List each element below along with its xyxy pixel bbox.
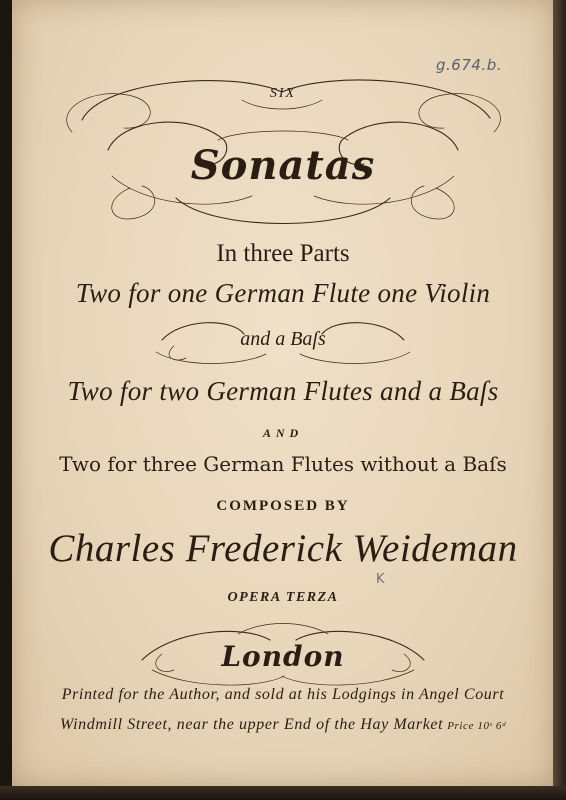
shelfmark-annotation: g.674.b. bbox=[436, 56, 502, 74]
opus-line: OPERA TERZA bbox=[227, 590, 339, 605]
page-title: Sonatas bbox=[190, 142, 376, 189]
parts-line: In three Parts bbox=[216, 240, 350, 267]
composer-name: Charles Frederick Weideman bbox=[48, 527, 518, 570]
composed-by-line: COMPOSED BY bbox=[216, 498, 350, 514]
six-heading: SIX bbox=[269, 86, 297, 101]
imprint-line-1: Printed for the Author, and sold at his Lodgings in Angel Court bbox=[61, 686, 505, 703]
price-text: Price 10ˢ 6ᵈ bbox=[447, 720, 506, 732]
city-line: London bbox=[221, 640, 345, 673]
imprint-line-2 bbox=[12, 716, 554, 734]
conjunction-line: AND bbox=[262, 426, 304, 440]
imprint-line-2-text: Windmill Street, near the upper End of the Hay Market bbox=[60, 716, 444, 733]
scoring-line-3: Two for three German Flutes without a Baſs bbox=[59, 452, 507, 476]
scoring-line-1: Two for one German Flute one Violin bbox=[75, 278, 491, 308]
scoring-line-2: Two for two German Flutes and a Baſs bbox=[67, 376, 499, 406]
page-edge bbox=[553, 0, 566, 800]
scoring-line-1b: and a Baſs bbox=[240, 328, 326, 350]
pencil-mark: K bbox=[376, 572, 385, 587]
